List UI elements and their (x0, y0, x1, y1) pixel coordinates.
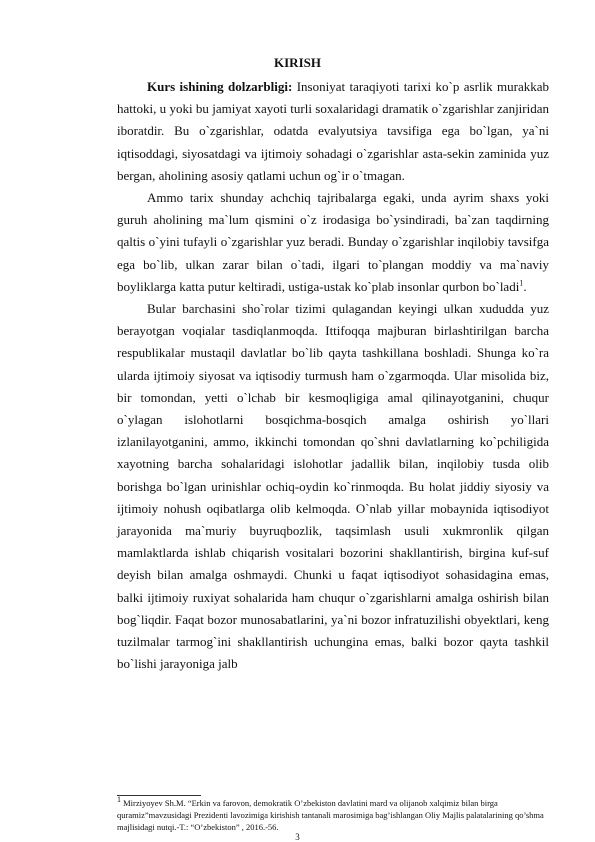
footnote-reference[interactable]: 1 (519, 278, 524, 288)
footnote-mark: 1 (117, 795, 121, 805)
body-text (117, 76, 549, 675)
paragraph-3 (117, 298, 549, 675)
paragraph-text: Ammo tarix shunday achchiq tajribalarga egaki, unda ayrim shaxs yoki guruh aholining ma`lum qismini o`z irodasiga bo`ysindiradi, ba`zan taqdirning qaltis o`yini tufayli o`zgarishlar yuz beradi. Bunday o`zgarishlar inqilobiy tavsifga ega bo`lib, ulkan zarar bilan o`tadi, ilgari to`plangan moddiy va ma`naviy boyliklarga katta putur keltiradi, ustiga-ustak ko`plab insonlar qurbon bo`ladi (117, 190, 549, 294)
footnote-divider (117, 795, 201, 796)
section-title: KIRISH (274, 55, 321, 70)
page-number: 3 (295, 832, 300, 842)
paragraph-text: Bular barchasini sho`rolar tizimi qulagandan keyingi ulkan xududda yuz berayotgan voqialar tasdiqlanmoqda. Ittifoqqa majburan birlashtirilgan barcha respublikalar mustaqil davlatlar bo`lib qayta tashkillana boshladi. Shunga ko`ra ularda ijtimoiy siyosat va iqtisodiy turmush ham o`zgarmoqda. Ular misolida biz, bir tomondan, yetti o`lchab bir kesmoqligiga amal qilinayotganini, chuqur o`ylagan islohotlarni bosqichma-bosqich amalga oshirish yo`llari izlanilayotganini, ammo, ikkinchi tomondan qo`shni davlatlarning ko`pchiligida xayotning barcha sohalaridagi islohotlar jadallik bilan, inqilobiy tusda olib borishga bo`lgan urinishlar ochiq-oydin ko`rinmoqda. Bu holat jiddiy siyosiy va ijtimoiy nohush oqibatlarga olib kelmoqda. O`nlab yillar mobaynida iqtisodiyot jarayonida ma`muriy buyruqbozlik, taqsimlash usuli xukmronlik qilgan mamlaktlarda ishlab chiqarish vositalari bozorini shakllantirish, birgina kuf-suf deyish bilan amalga oshmaydi. Chunki u faqat iqtisodiyot sohasidagina emas, balki ijtimoiy ruxiyat sohalarida ham chuqur o`zgarishlarni amalga oshirish bilan bog`liqdir. Faqat bozor munosabatlarini, ya`ni bozor infratuzilishi obyektlari, keng tuzilmalar tarmog`ini shakllantirish uchungina emas, balki bozor qayta tashkil bo`lishi jarayoniga jalb (117, 301, 549, 672)
footnote (117, 797, 549, 833)
paragraph-1 (117, 76, 549, 187)
paragraph-text: Insoniyat taraqiyoti tarixi ko`p asrlik murakkab hattoki, u yoki bu jamiyat xayoti turli soxalaridagi dramatik o`zgarishlar zanjiridan iboratdir. Bu o`zgarishlar, odatda evalyutsiya tavsifiga ega bo`lgan, ya`ni iqtisoddagi, siyosatdagi va ijtimoiy sohadagi o`zgarishlar asta-sekin zaminida yuz bergan, aholining asosiy qatlami uchun og`ir o`tmagan. (117, 79, 549, 183)
footnote-text: Mirziyoyev Sh.M. “Erkin va farovon, demokratik O’zbekiston davlatini mard va olijanob xalqimiz bilan birga quramiz”mavzusidagi Prezidenti lavozimiga kirishish tantanali marosimiga bag’ishlangan Oliy Majlis palatalarining qo’shma majlisidagi nutqi.-T.: “O’zbekiston” , 2016.-56. (117, 798, 544, 832)
paragraph-2 (117, 187, 549, 298)
paragraph-lead: Kurs ishining dolzarbligi: (147, 79, 293, 94)
paragraph-tail: . (523, 278, 527, 294)
